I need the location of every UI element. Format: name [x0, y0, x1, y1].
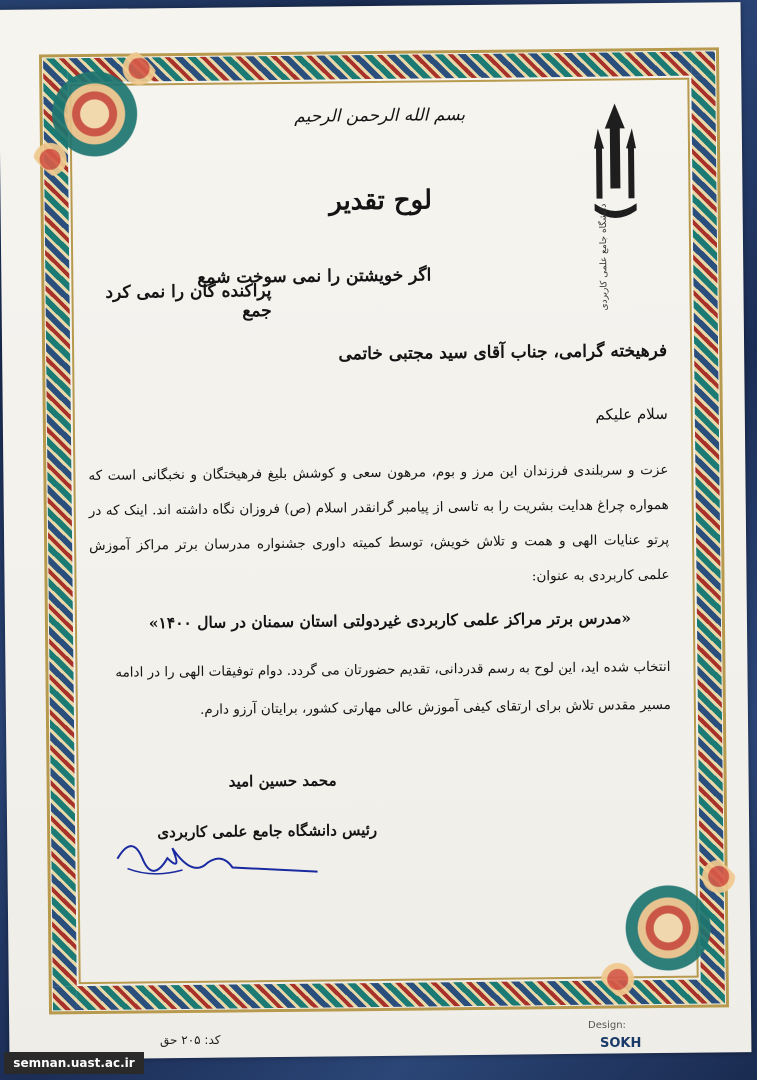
greeting: سلام علیکم [595, 404, 668, 424]
signer-name: محمد حسین امید [228, 771, 337, 791]
certificate-paper [0, 2, 751, 1060]
certificate-title: لوح تقدیر [328, 185, 433, 217]
signer-title: رئیس دانشگاه جامع علمی کاربردی [157, 820, 378, 842]
printer-brand: SOKH [600, 1036, 642, 1051]
body-paragraph-1: عزت و سربلندی فرزندان این مرز و بوم، مرهون سعی و کوشش بلیغ فرهیختگان و نخبگانی است که همواره چراغ هدایت بشریت را به تاسی از پیامبر گرانقدر اسلام (ص) فروزان نگاه داشته اند. اینک که در پرتو عنایات الهی و همت و تلاش خویش، توسط کمیته داوری جشنواره مدرسان برتر مراکز آموزش علمی کاربردی به عنوان: [88, 461, 670, 585]
document-code: کد: ۲۰۵ حق [160, 1033, 221, 1047]
poem-verse-1: اگر خویشتن را نمی سوخت شمع [197, 265, 432, 288]
body-paragraph-2: انتخاب شده اید، این لوح به رسم قدردانی، تقدیم حضورتان می گردد. دوام توفیقات الهی را در ادامه مسیر مقدس تلاش برای ارتقای کیفی آموزش عالی مهارتی کشور، برایتان آرزو دارم. [115, 658, 671, 718]
poem-verse-2: پراکنده گان را نمی کرد جمع [105, 281, 272, 322]
site-watermark: semnan.uast.ac.ir [4, 1052, 144, 1074]
logo-caption: دانشگاه جامع علمی کاربردی [598, 203, 610, 311]
design-credit: Design: [588, 1020, 626, 1031]
basmala: بسم الله الرحمن الرحیم [294, 105, 466, 127]
recipient-line: فرهیخته گرامی، جناب آقای سید مجتبی خاتمی [338, 340, 668, 365]
award-title: «مدرس برتر مراکز علمی کاربردی غیردولتی استان سمنان در سال ۱۴۰۰» [148, 608, 632, 633]
handwritten-signature [112, 827, 323, 889]
